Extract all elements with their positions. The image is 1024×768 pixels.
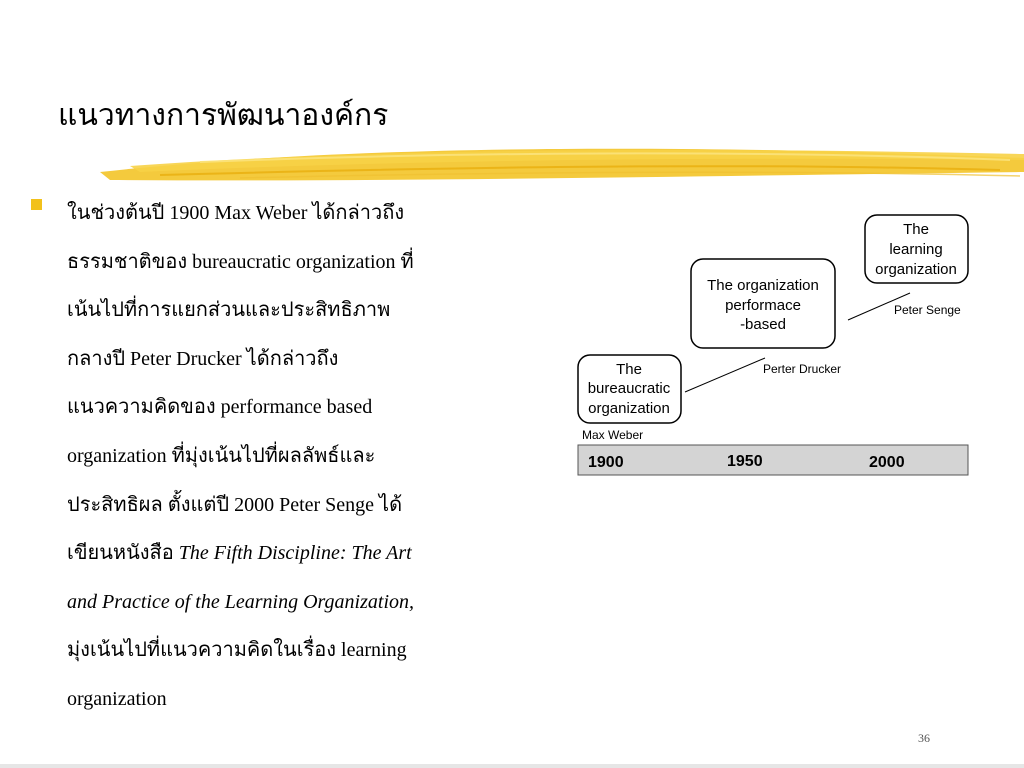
footer-divider bbox=[0, 764, 1024, 768]
bullet-text-line bbox=[67, 578, 542, 627]
bullet-text-line bbox=[67, 335, 542, 384]
organization-timeline-diagram bbox=[577, 213, 971, 477]
diagram-box-performance-line-1: The organization bbox=[707, 277, 819, 294]
bullet-square-icon bbox=[31, 199, 42, 210]
bullet-text-line bbox=[67, 675, 542, 724]
bullet-text-line bbox=[67, 383, 542, 432]
bullet-text bbox=[67, 189, 542, 724]
diagram-box-bureaucratic-line-3: organization bbox=[588, 400, 670, 417]
bullet-text-segment: ในช่วงต้นปี 1900 Max Weber ได้กล่าวถึง bbox=[67, 202, 405, 224]
diagram-box-performance-line-2: performace bbox=[725, 297, 801, 314]
diagram-box-bureaucratic-line-1: The bbox=[616, 361, 642, 378]
timeline-bar bbox=[578, 445, 968, 475]
bullet-text-line bbox=[67, 481, 542, 530]
page-number: 36 bbox=[918, 731, 930, 745]
bullet-text-segment: แนวความคิดของ performance based bbox=[67, 396, 373, 419]
diagram-box-bureaucratic-line-2: bureaucratic bbox=[587, 380, 671, 397]
timeline-year-1900: 1900 bbox=[588, 454, 624, 471]
bullet-text-line bbox=[67, 189, 542, 238]
bullet-text-segment: เขียนหนังสือ bbox=[67, 542, 179, 565]
diagram-box-performance-line-3: -based bbox=[740, 316, 786, 333]
bullet-text-segment: กลางปี Peter Drucker ได้กล่าวถึง bbox=[67, 347, 339, 370]
timeline-year-1950: 1950 bbox=[727, 453, 763, 470]
bullet-text-segment: มุ่งเน้นไปที่แนวความคิดในเรื่อง learning bbox=[67, 639, 407, 662]
bullet-text-segment: ธรรมชาติของ bureaucratic organization ที่ bbox=[67, 250, 414, 273]
bullet-text-line bbox=[67, 238, 542, 287]
bullet-text-line bbox=[67, 286, 542, 335]
diagram-box-learning-line-1: The bbox=[903, 221, 929, 238]
book-title-text: The Fifth Discipline: The Art bbox=[178, 542, 412, 565]
bullet-text-line bbox=[67, 626, 542, 675]
bullet-text-segment: เน้นไปที่การแยกส่วนและประสิทธิภาพ bbox=[67, 299, 391, 322]
diagram-box-learning-line-2: learning bbox=[889, 241, 943, 258]
timeline-year-2000: 2000 bbox=[869, 454, 905, 471]
slide-title: แนวทางการพัฒนาองค์กร bbox=[58, 99, 389, 132]
bullet-text-segment: organization ที่มุ่งเน้นไปที่ผลลัพธ์และ bbox=[67, 444, 376, 467]
diagram-connector-weber-drucker bbox=[685, 358, 765, 392]
book-title-text: and Practice of the Learning Organization, bbox=[67, 590, 415, 613]
bullet-text-line bbox=[67, 432, 542, 481]
bullet-text-line bbox=[67, 529, 542, 578]
bullet-text-segment: ประสิทธิผล ตั้งแต่ปี 2000 Peter Senge ได้ bbox=[67, 493, 403, 516]
person-label-drucker: Perter Drucker bbox=[763, 362, 842, 376]
person-label-weber: Max Weber bbox=[582, 428, 644, 442]
bullet-text-segment: organization bbox=[67, 687, 167, 710]
diagram-box-learning-line-3: organization bbox=[875, 261, 957, 278]
person-label-senge: Peter Senge bbox=[894, 303, 961, 317]
